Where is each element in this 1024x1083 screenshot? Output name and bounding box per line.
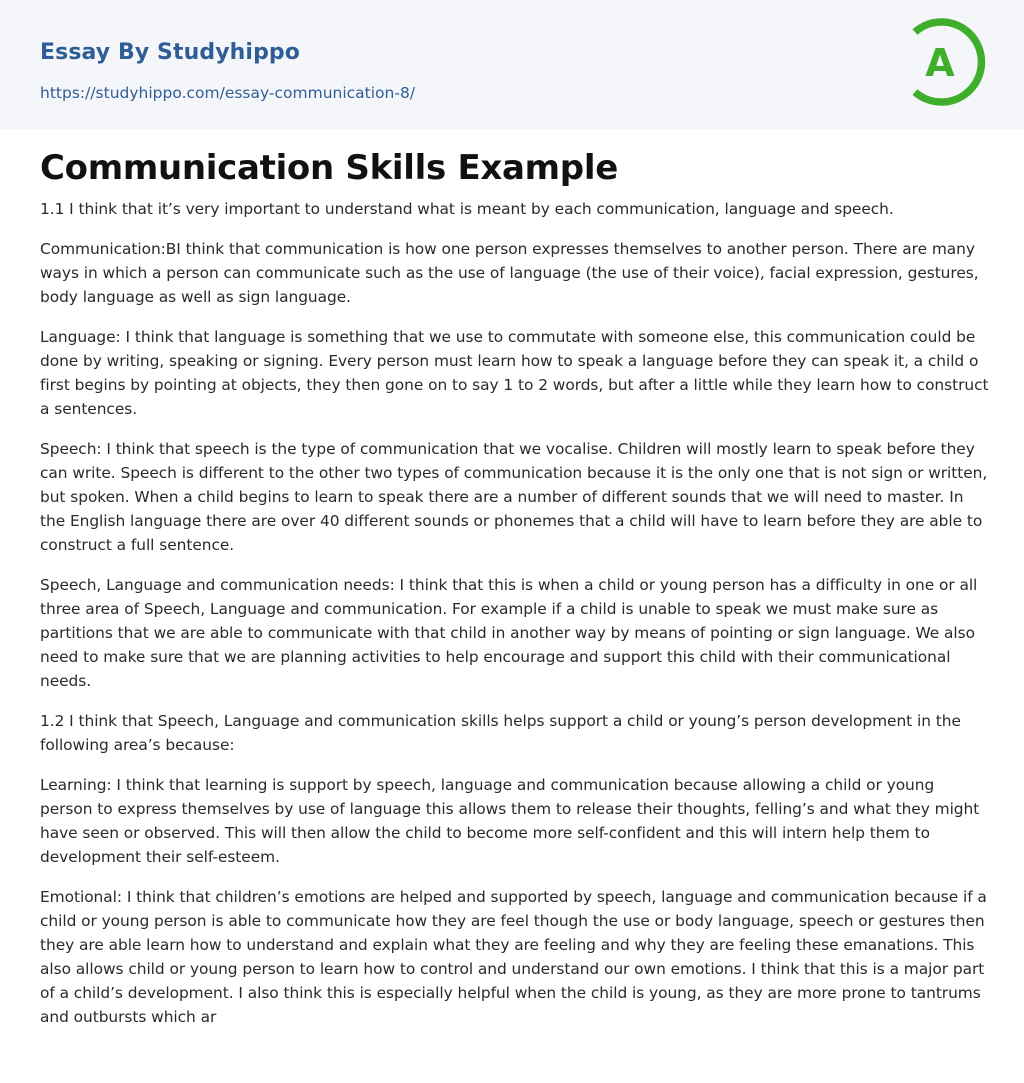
essay-paragraph: Communication:BI think that communication is how one person expresses themselves to another person. There are many ways in which a person can communicate such as the use of language (the use of their voice), facial expression, gestures, body language as well as sign language. [40,240,979,306]
site-header [0,0,1024,129]
essay-paragraph: Speech, Language and communication needs: I think that this is when a child or young person has a difficulty in one or all three area of Speech, Language and communication. For example if a child is unable to speak we must make sure as partitions that we are able to communicate with that child in another way by means of pointing or sign language. We also need to make sure that we are planning activities to help encourage and support this child with their communicational needs. [40,576,978,690]
essay-content [40,146,990,1045]
site-brand[interactable]: Essay By Studyhippo [40,40,300,65]
logo-letter: A [925,41,955,85]
essay-url-link[interactable]: https://studyhippo.com/essay-communication-8/ [40,84,416,102]
essay-paragraph: Speech: I think that speech is the type of communication that we vocalise. Children will mostly learn to speak before they can write. Speech is different to the other two types of communication because it is the only one that is not sign or written, but spoken. When a child begins to learn to speak there are a number of different sounds that we will need to master. In the English language there are over 40 different sounds or phonemes that a child will have to learn before they are able to construct a full sentence. [40,440,988,554]
essay-paragraph: Emotional: I think that children’s emotions are helped and supported by speech, language and communication because if a child or young person is able to communicate how they are feel though the use or body language, speech or gestures then they are able learn how to understand and explain what they are feeling and why they are feeling these emanations. This also allows child or young person to learn how to control and understand our own emotions. I think that this is a major part of a child’s development. I also think this is especially helpful when the child is young, as they are more prone to tantrums and outbursts which ar [40,888,987,1026]
essay-paragraph: Language: I think that language is something that we use to commutate with someone else, this communication could be done by writing, speaking or signing. Every person must learn how to speak a language before they can speak it, a child o first begins by pointing at objects, they then gone on to say 1 to 2 words, but after a little while they learn how to construct a sentences. [40,328,989,418]
essay-paragraph: Learning: I think that learning is support by speech, language and communication because allowing a child or young person to express themselves by use of language this allows them to release their thoughts, felling’s and what they might have seen or observed. This will then allow the child to become more self-confident and this will intern help them to development their self-esteem. [40,776,980,866]
page-title: Communication Skills Example [40,148,618,188]
essay-paragraph: 1.2 I think that Speech, Language and communication skills helps support a child or young’s person development in the following area’s because: [40,712,961,754]
studyhippo-logo-icon[interactable] [904,18,988,106]
essay-paragraph: 1.1 I think that it’s very important to understand what is meant by each communication, language and speech. [40,200,894,218]
